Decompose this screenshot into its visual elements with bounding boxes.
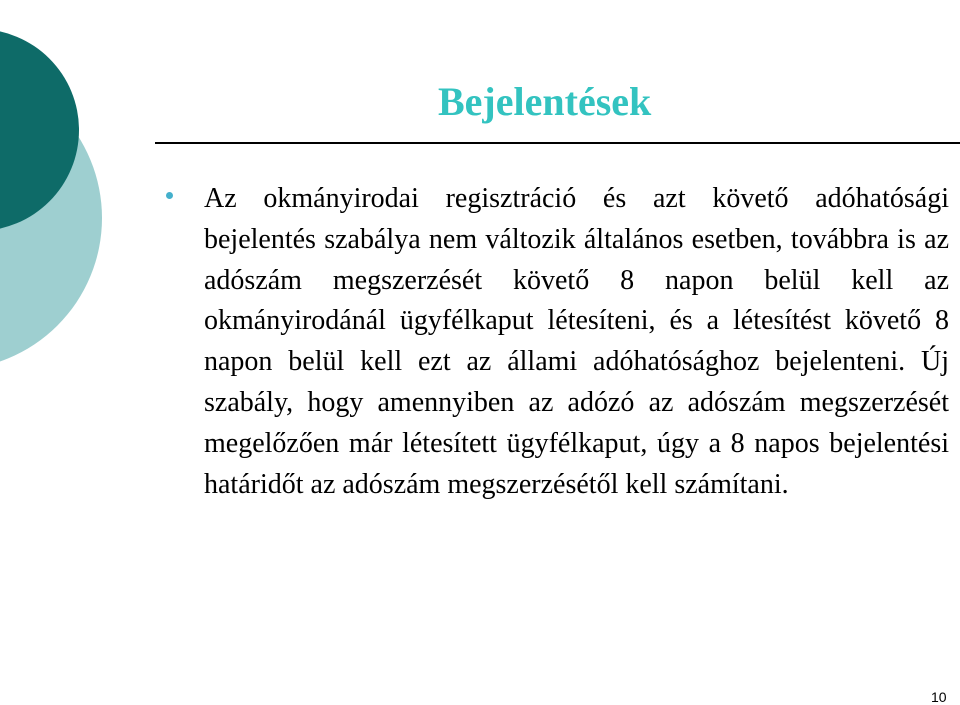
body-paragraph: Az okmányirodai regisztráció és azt követő adóhatósági bejelentés szabálya nem változik általános esetben, továbbra is az adószám megszerzését követő 8 napon belül kell az okmányirodánál ügyfélkaput létesíteni, és a létesítést követő 8 napon belül kell ezt az állami adóhatósághoz bejelenteni. Új szabály, hogy amennyiben az adózó az adószám megszerzését megelőzően már létesített ügyfélkaput, úgy a 8 napos bejelentési határidőt az adószám megszerzésétől kell számítani.	[204, 183, 949, 500]
bullet-icon	[166, 192, 173, 199]
slide-title: Bejelentések	[438, 79, 652, 124]
decorative-circles	[0, 0, 110, 370]
page-number: 10	[931, 689, 947, 705]
title-divider	[155, 142, 960, 144]
